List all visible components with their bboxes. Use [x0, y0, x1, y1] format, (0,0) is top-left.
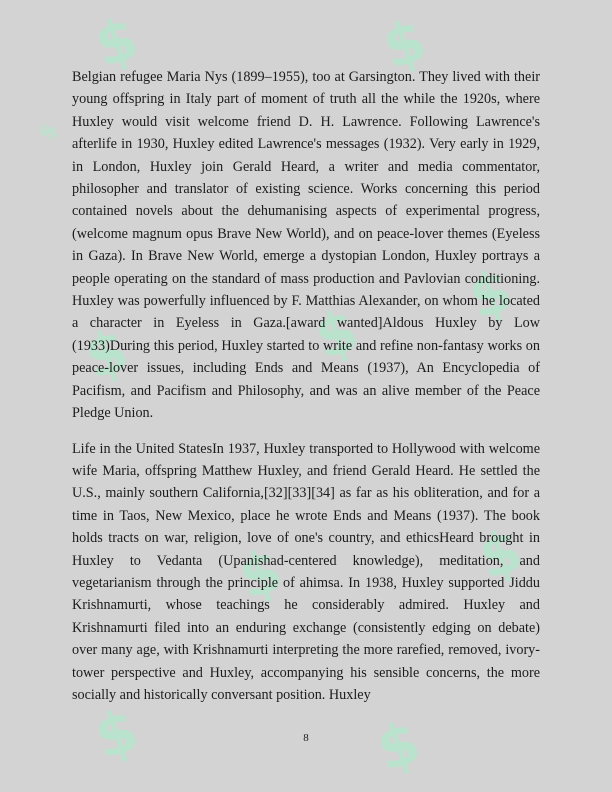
watermark-mark: $: [470, 515, 530, 593]
watermark-mark: $: [86, 695, 146, 773]
watermark-mark: $: [306, 295, 366, 373]
body-text: [72, 66, 540, 719]
watermark-mark: $: [374, 5, 434, 83]
watermark-mark: $: [86, 3, 146, 81]
page-number: 8: [303, 732, 309, 744]
paragraph: Belgian refugee Maria Nys (1899–1955), too at Garsington. They lived with their young offspring in Italy part of moment of truth all the while the 1920s, where Huxley would visit welcome friend D. H. Lawrence. Following Lawrence's afterlife in 1930, Huxley edited Lawrence's messages (1932). Very early in 1929, in London, Huxley join Gerald Heard, a writer and media commentator, philosopher and translator of existing science. Works concerning this period contained novels about the dehumanising aspects of experimental progress, (welcome magnum opus Brave New World), and on peace-lover themes (Eyeless in Gaza). In Brave New World, emerge a dystopian London, Huxley portrays a people operating on the standard of mass production and Pavlovian conditioning. Huxley was powerfully influenced by F. Matthias Alexander, on whom he located a character in Eyeless in Gaza.[award wanted]Aldous Huxley by Low (1933)During this period, Huxley started to write and refine non-fantasy works on peace-lover issues, including Ends and Means (1937), An Encyclopedia of Pacifism, and Pacifism and Philosophy, and was an alive member of the Peace Pledge Union.: [72, 69, 540, 422]
watermark-mark: $: [230, 535, 290, 613]
watermark-mark: $: [368, 707, 428, 785]
watermark-mark: $: [33, 116, 65, 145]
paragraph: Life in the United StatesIn 1937, Huxley transported to Hollywood with welcome wife Maria, offspring Matthew Huxley, and friend Gerald Heard. He settled the U.S., mainly southern California,[32][33][34] as far as his obliteration, and for a time in Taos, New Mexico, place he wrote Ends and Means (1937). The book holds tracts on war, religion, love of one's country, and ethicsHeard brought in Huxley to Vedanta (Upanishad-centered knowledge), meditation, and vegetarianism through the principle of ahimsa. In 1938, Huxley supported Jiddu Krishnamurti, whose teachings he considerably admired. Huxley and Krishnamurti filed into an enduring exchange (consistently edging on debate) over many age, with Krishnamurti interpreting the more rarefied, removed, ivory-tower perspective and Huxley, accompanying his sensible concerns, the more socially and historically conversant position. Huxley: [72, 440, 540, 703]
watermark-mark: $: [460, 255, 520, 333]
watermark-mark: $: [76, 315, 136, 393]
